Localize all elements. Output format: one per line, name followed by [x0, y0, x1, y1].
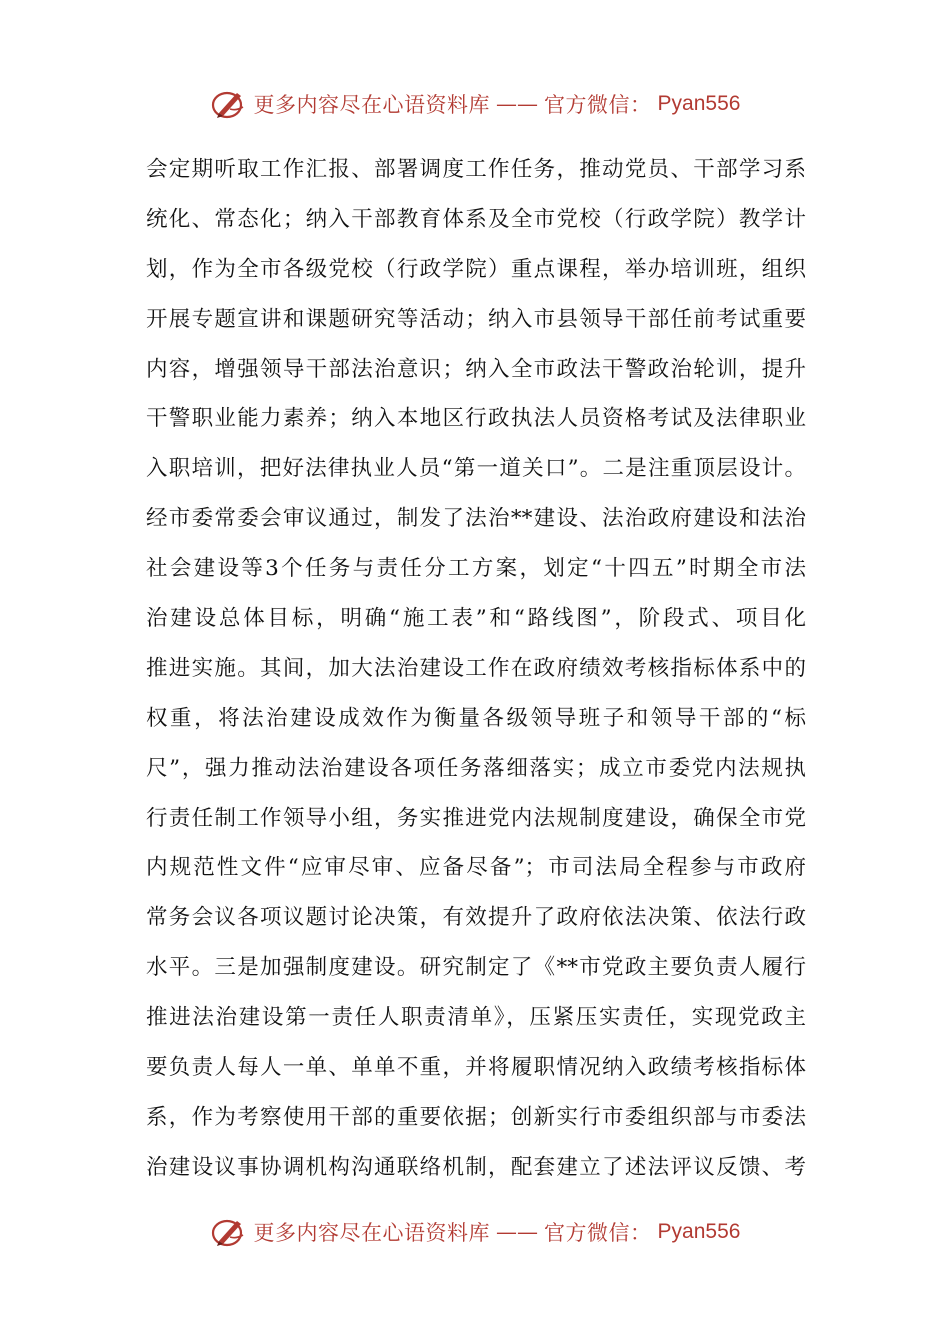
pen-logo-icon — [210, 1215, 248, 1249]
watermark-handle: Pyan556 — [657, 1220, 741, 1243]
text-line: 划，作为全市各级党校（行政学院）重点课程，举办培训班，组织 — [146, 256, 806, 282]
text-line: 水平。三是加强制度建设。研究制定了《**市党政主要负责人履行 — [146, 955, 806, 981]
text-line: 推进法治建设第一责任人职责清单》，压紧压实责任，实现党政主 — [146, 1005, 806, 1031]
text-line: 治建设总体目标，明确“施工表”和“路线图”，阶段式、项目化 — [146, 606, 806, 632]
text-line: 统化、常态化；纳入干部教育体系及全市党校（行政学院）教学计 — [146, 206, 806, 232]
watermark-label: 官方微信： — [544, 93, 652, 117]
text-line: 内容，增强领导干部法治意识；纳入全市政法干警政治轮训，提升 — [146, 356, 806, 382]
watermark-text: 更多内容尽在心语资料库 — [253, 1221, 491, 1245]
text-line: 内规范性文件“应审尽审、应备尽备”；市司法局全程参与市政府 — [146, 855, 806, 881]
pen-logo-icon — [210, 87, 248, 121]
text-line: 会定期听取工作汇报、部署调度工作任务，推动党员、干部学习系 — [146, 157, 806, 182]
text-line: 行责任制工作领导小组，务实推进党内法规制度建设，确保全市党 — [146, 805, 806, 831]
text-line: 开展专题宣讲和课题研究等活动；纳入市县领导干部任前考试重要 — [146, 306, 806, 332]
footer-watermark — [0, 1212, 950, 1252]
document-body — [146, 150, 806, 1198]
watermark-separator: —— — [496, 1220, 539, 1244]
text-line: 系，作为考察使用干部的重要依据；创新实行市委组织部与市委法 — [146, 1104, 806, 1130]
watermark-handle: Pyan556 — [657, 92, 741, 115]
text-line: 尺”，强力推动法治建设各项任务落细落实；成立市委党内法规执 — [146, 755, 806, 781]
watermark-separator: —— — [496, 92, 539, 116]
text-line: 经市委常委会审议通过，制发了法治**建设、法治政府建设和法治 — [146, 506, 806, 532]
watermark-text: 更多内容尽在心语资料库 — [253, 93, 491, 117]
text-line: 治建设议事协调机构沟通联络机制，配套建立了述法评议反馈、考 — [146, 1154, 806, 1180]
text-line: 要负责人每人一单、单单不重，并将履职情况纳入政绩考核指标体 — [146, 1055, 806, 1081]
text-line: 推进实施。其间，加大法治建设工作在政府绩效考核指标体系中的 — [146, 655, 806, 681]
text-line: 权重，将法治建设成效作为衡量各级领导班子和领导干部的“标 — [146, 705, 806, 731]
watermark-label: 官方微信： — [544, 1221, 652, 1245]
text-line: 干警职业能力素养；纳入本地区行政执法人员资格考试及法律职业 — [146, 406, 806, 432]
text-line: 社会建设等3个任务与责任分工方案，划定“十四五”时期全市法 — [146, 556, 806, 582]
header-watermark — [0, 84, 950, 124]
text-line: 入职培训，把好法律执业人员“第一道关口”。二是注重顶层设计。 — [146, 456, 806, 482]
text-line: 常务会议各项议题讨论决策，有效提升了政府依法决策、依法行政 — [146, 905, 806, 931]
